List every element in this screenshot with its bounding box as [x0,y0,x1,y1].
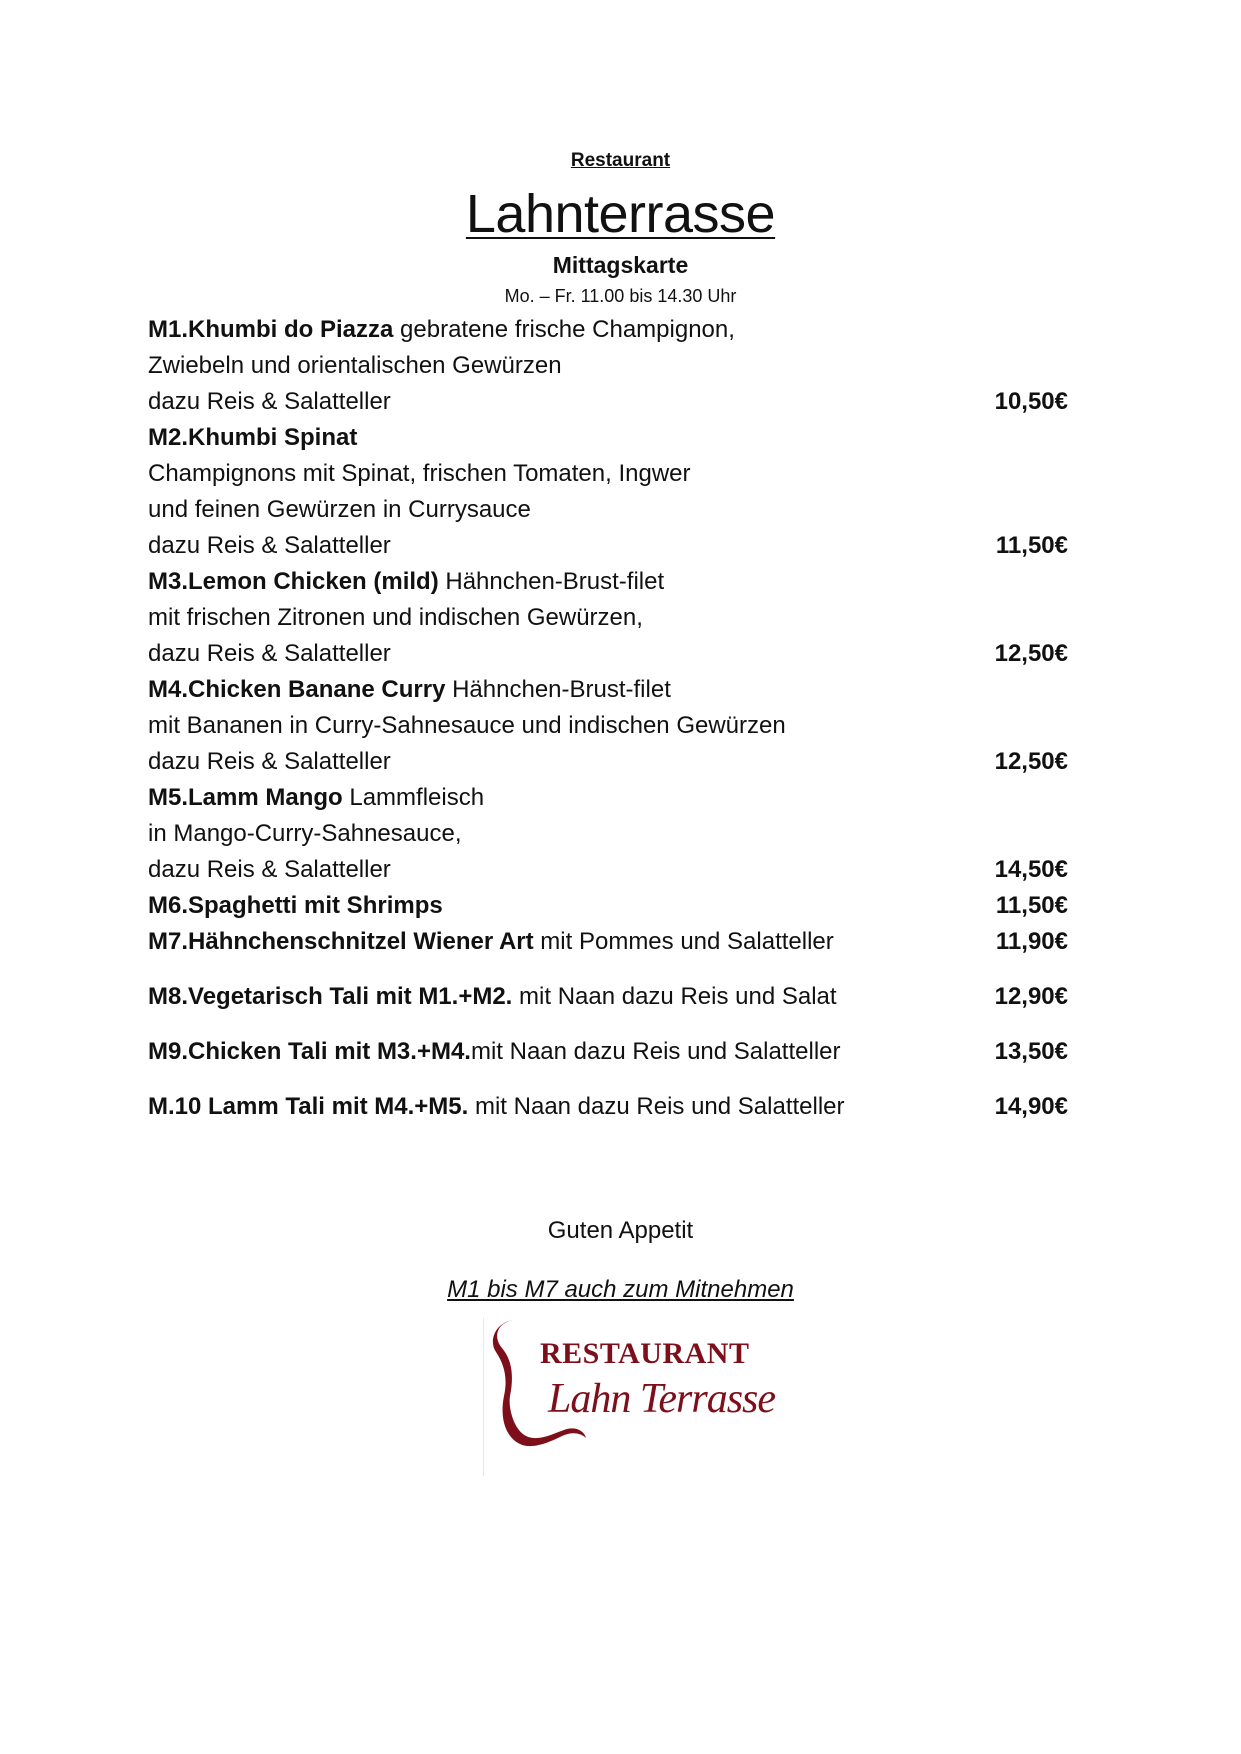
dish-price: 11,90€ [995,928,1068,955]
dish-name: M6.Spaghetti mit Shrimps [148,892,443,919]
dish-price: 12,50€ [994,748,1068,775]
dish-name: M7.Hähnchenschnitzel Wiener Art [148,928,534,955]
dish-description: Lammfleisch [342,784,485,811]
logo-wordmark-bottom: Lahn Terrasse [548,1376,776,1422]
dish-price: 12,50€ [994,640,1068,667]
menu-row [148,852,1068,888]
dish-description: Hähnchen-Brust-filet [438,568,665,595]
restaurant-title [0,183,1241,245]
menu-row [148,600,1068,636]
menu-row [148,888,1068,924]
menu-row [148,780,1068,816]
restaurant-kicker-text: Restaurant [570,150,671,171]
menu-row [148,456,1068,492]
dish-name: M5.Lamm Mango [148,784,343,811]
menu-row [148,924,1068,960]
dish-description: mit Naan dazu Reis und Salatteller [468,1093,845,1120]
restaurant-title-text: Lahnterrasse [465,184,776,244]
dish-price: 13,50€ [994,1038,1068,1065]
menu-row [148,348,1068,384]
logo-wordmark-top: RESTAURANT [540,1337,750,1370]
dish-description: dazu Reis & Salatteller [148,856,391,883]
dish-description: gebratene frische Champignon, [393,316,735,343]
menu-row [148,528,1068,564]
dish-price: 14,90€ [994,1093,1068,1120]
dish-description: dazu Reis & Salatteller [148,388,391,415]
menu-row [148,420,1068,456]
menu-row [148,312,1068,348]
dish-description: dazu Reis & Salatteller [148,748,391,775]
dish-description: mit Naan dazu Reis und Salatteller [470,1038,841,1065]
dish-description: Hähnchen-Brust-filet [445,676,671,703]
takeaway-note [0,1276,1241,1304]
dish-name: M.10 Lamm Tali mit M4.+M5. [148,1093,469,1120]
restaurant-kicker [0,150,1241,172]
dish-description: und feinen Gewürzen in Currysauce [148,496,531,523]
dish-name: M2.Khumbi Spinat [148,424,358,451]
dish-description: mit frischen Zitronen und indischen Gewürzen, [148,604,643,631]
dish-price: 14,50€ [994,856,1068,883]
dish-description: mit Naan dazu Reis und Salat [512,983,837,1010]
dish-description: dazu Reis & Salatteller [148,640,391,667]
menu-subtitle: Mittagskarte [552,252,689,278]
menu-row [148,816,1068,852]
menu-row [148,1034,1068,1070]
dish-price: 12,90€ [994,983,1068,1010]
dish-description: Champignons mit Spinat, frischen Tomaten, Ingwer [148,460,691,487]
greeting: Guten Appetit [547,1217,694,1244]
dish-price: 11,50€ [995,892,1068,919]
menu-row [148,672,1068,708]
menu-row [148,564,1068,600]
dish-description: in Mango-Curry-Sahnesauce, [148,820,462,847]
opening-hours: Mo. – Fr. 11.00 bis 14.30 Uhr [504,286,737,306]
menu-row [148,384,1068,420]
dish-description: Zwiebeln und orientalischen Gewürzen [148,352,562,379]
dish-price: 11,50€ [995,532,1068,559]
dish-name: M9.Chicken Tali mit M3.+M4. [148,1038,471,1065]
menu-row [148,492,1068,528]
menu-row [148,979,1068,1015]
dish-name: M4.Chicken Banane Curry [148,676,446,703]
dish-description: mit Bananen in Curry-Sahnesauce und indischen Gewürzen [148,712,786,739]
dish-price: 10,50€ [994,388,1068,415]
menu-row [148,708,1068,744]
menu-row [148,636,1068,672]
dish-name: M1.Khumbi do Piazza [148,316,394,343]
dish-name: M8.Vegetarisch Tali mit M1.+M2. [148,983,513,1010]
dish-description: dazu Reis & Salatteller [148,532,391,559]
menu-row [148,1089,1068,1125]
dish-description: mit Pommes und Salatteller [533,928,834,955]
menu-list [148,312,1068,1125]
dish-name: M3.Lemon Chicken (mild) [148,568,439,595]
menu-row [148,744,1068,780]
takeaway-note-text: M1 bis M7 auch zum Mitnehmen [447,1276,794,1303]
